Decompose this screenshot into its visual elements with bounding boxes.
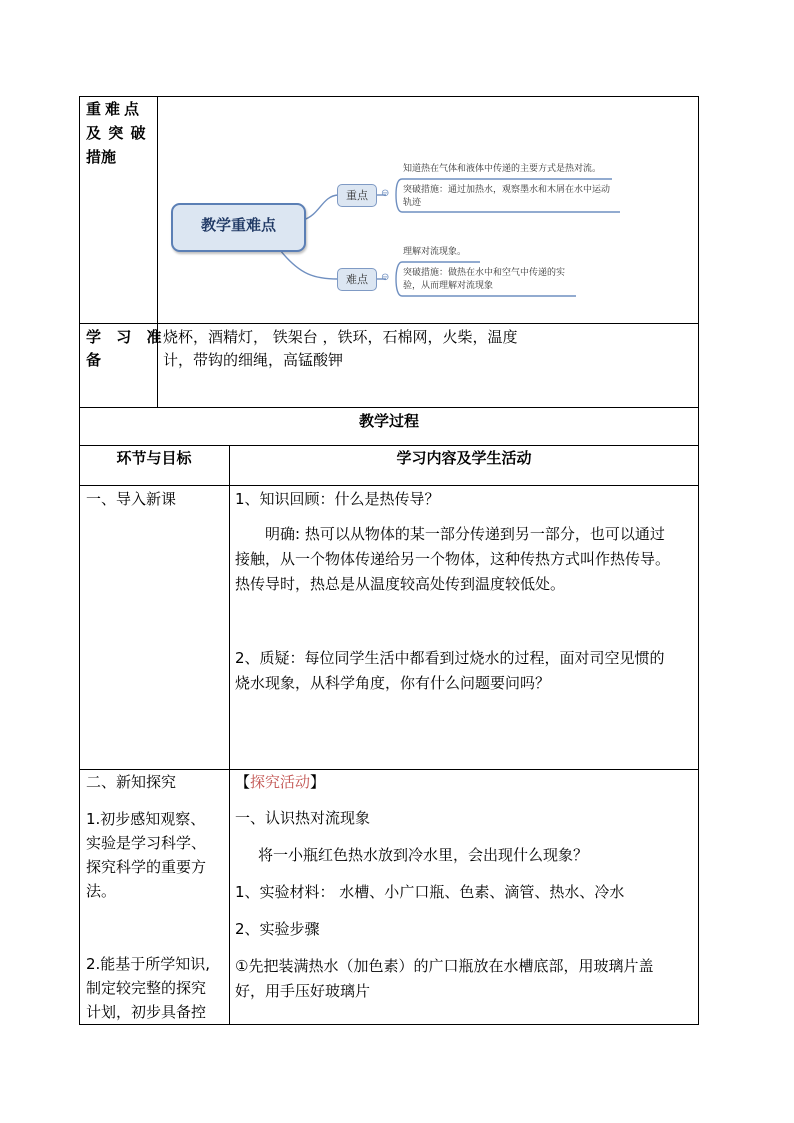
activity-bracket-open: 【 <box>235 773 251 791</box>
mindmap-key-label: 重点 <box>346 189 368 202</box>
mindmap-central-label: 教学重难点 <box>200 216 276 234</box>
prep-label-line1: 学 习 准 <box>86 328 167 346</box>
row2-line: 好，用手压好玻璃片 <box>235 982 371 1000</box>
prep-content-line2: 计，带钩的细绳，高锰酸钾 <box>163 351 344 369</box>
prep-label-line2: 备 <box>86 351 102 369</box>
row1-line: 1、知识回顾：什么是热传导？ <box>235 490 440 508</box>
col1-header: 环节与目标 <box>116 449 192 467</box>
row1-line: 接触，从一个物体传递给另一个物体，这种传热方式叫作热传导。 <box>235 550 671 568</box>
collapse-icon[interactable]: ⊖ <box>381 188 390 199</box>
row1-stage: 一、导入新课 <box>86 490 177 508</box>
mindmap-key-item1: 知道热在气体和液体中传递的主要方式是热对流。 <box>403 164 602 174</box>
activity-bracket-close: 】 <box>310 773 326 791</box>
row2-line: 将一小瓶红色热水放到冷水里，会出现什么现象？ <box>258 846 589 864</box>
row2-goal-line: 2.能基于所学知识, <box>86 955 211 973</box>
col2-header: 学习内容及学生活动 <box>396 449 532 467</box>
collapse-icon[interactable]: ⊖ <box>381 272 390 283</box>
row2-line: 一、认识热对流现象 <box>235 809 371 827</box>
activity-tag: 探究活动 <box>250 773 311 791</box>
mindmap-key-item2-line2: 轨迹 <box>403 198 422 208</box>
difficulty-label-line3: 措施 <box>86 148 117 166</box>
row2-goal-line: 实验是学习科学、 <box>86 834 207 852</box>
row1-line: 2、质疑：每位同学生活中都看到过烧水的过程，面对司空见惯的 <box>235 649 665 667</box>
mindmap-diff-item1: 理解对流现象。 <box>403 247 467 257</box>
process-title: 教学过程 <box>358 412 419 430</box>
activity-heading <box>235 771 325 794</box>
prep-content-line1: 烧杯，酒精灯， 铁架台 ，铁环，石棉网，火柴，温度 <box>163 328 518 346</box>
row2-stage: 二、新知探究 <box>86 773 177 791</box>
mindmap-key-item2-line1: 突破措施：通过加热水，观察墨水和木屑在水中运动 <box>403 185 611 195</box>
row1-line: 热传导时，热总是从温度较高处传到温度较低处。 <box>235 575 566 593</box>
row2-goal-line: 1.初步感知观察、 <box>86 810 206 828</box>
mindmap-diff-item2-line1: 突破措施：做热在水中和空气中传递的实 <box>403 268 566 278</box>
row2-line: ①先把装满热水（加色素）的广口瓶放在水槽底部，用玻璃片盖 <box>235 957 654 975</box>
difficulty-label-line1: 重难点 <box>86 100 144 118</box>
row2-goal-line: 法。 <box>86 882 117 900</box>
row2-goal-line: 制定较完整的探究 <box>86 979 207 997</box>
row1-line: 烧水现象，从科学角度，你有什么问题要问吗？ <box>235 674 551 692</box>
mindmap-diff-label: 难点 <box>346 273 368 286</box>
mindmap-diff-item2-line2: 验，从而理解对流现象 <box>403 281 494 291</box>
row2-line: 1、实验材料： 水槽、小广口瓶、色素、滴管、热水、冷水 <box>235 883 625 901</box>
row2-line: 2、实验步骤 <box>235 920 320 938</box>
difficulty-label-line2: 及 突 破 <box>86 124 147 142</box>
row2-goal-line: 探究科学的重要方 <box>86 858 207 876</box>
row1-line: 明确: 热可以从物体的某一部分传递到另一部分，也可以通过 <box>265 525 665 543</box>
row2-goal-line: 计划，初步具备控 <box>86 1003 207 1021</box>
